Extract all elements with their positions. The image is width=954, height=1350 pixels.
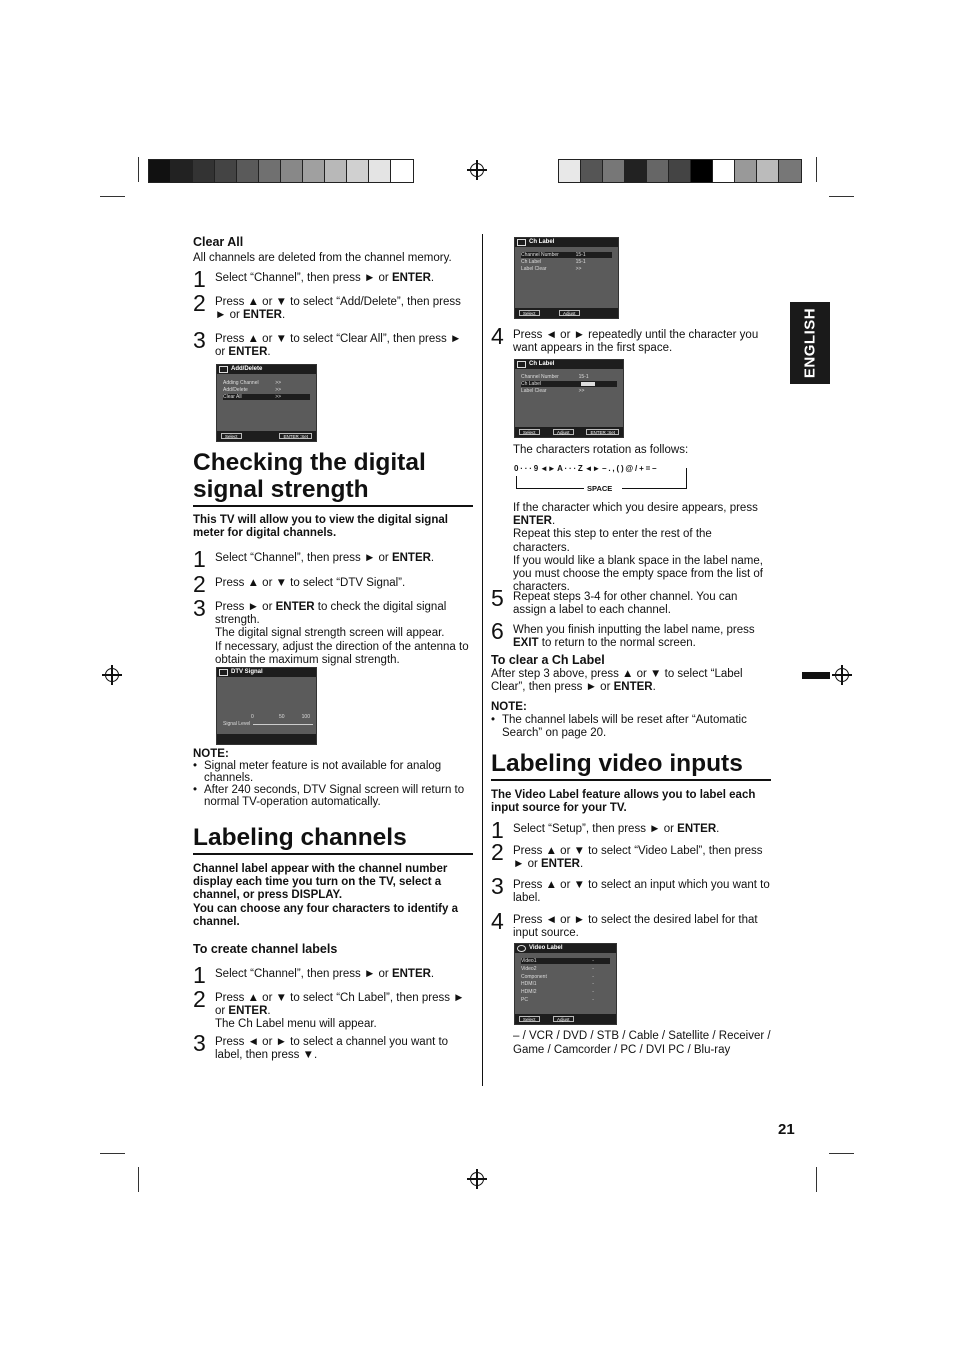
registration-mark-icon [470,1172,484,1186]
rotation-intro: The characters rotation as follows: [513,444,689,456]
clear-all-intro: All channels are deleted from the channel memory. [193,252,452,264]
rotation-diagram [514,462,690,494]
registration-mark-icon [835,668,849,682]
heading-rule [491,779,771,781]
crop-mark [138,157,139,182]
osd-row: Video2 - [521,966,594,972]
signal-lead: This TV will allow you to view the digital signal meter for digital channels. [193,514,448,540]
color-swatch [215,160,237,182]
color-swatch [559,160,581,182]
heading-rule [193,853,473,855]
osd-row-selected: Ch Label [521,381,617,387]
registration-mark-icon [105,668,119,682]
crop-mark [829,196,854,197]
column-divider [482,234,483,1086]
color-swatch [237,160,259,182]
osd-row: Channel Number 15-1 [521,374,589,380]
note-item: • The channel labels will be reset after “Automatic Search” on page 20. [491,714,771,740]
osd-select-button: Select [519,429,540,435]
page-number: 21 [778,1121,795,1138]
color-swatch [347,160,369,182]
note-item: • Signal meter feature is not available for analog channels. [193,760,473,784]
color-swatch [369,160,391,182]
heading-rule [193,505,473,507]
osd-dtv-signal: DTV Signal 0 50 100 Signal Level [216,667,317,745]
menu-icon [219,366,228,373]
osd-row-selected: Video1 - [521,958,610,964]
note-item: • After 240 seconds, DTV Signal screen will return to normal TV-operation automatically. [193,784,473,808]
video-inputs-lead: The Video Label feature allows you to label each input source for your TV. [491,789,756,815]
clear-label-text: After step 3 above, press ▲ or ▼ to select “Label Clear”, then press ► or ENTER. [491,668,743,694]
color-swatch [149,160,171,182]
menu-icon [219,669,228,676]
osd-add-delete: Add/Delete Adding Channel >> Add/Delete >> Clear All >> Select ENTER :Set [216,364,317,442]
osd-adjust-button: Adjust [559,310,580,316]
char-cursor [581,382,595,386]
color-swatch [779,160,801,182]
color-swatch [735,160,757,182]
edge-bar [802,672,830,679]
osd-row: Adding Channel >> [223,380,282,386]
side-tab-label: ENGLISH [801,307,819,379]
osd-select-button: Select [519,310,540,316]
color-swatch [713,160,735,182]
osd-row: PC - [521,997,594,1003]
color-swatch [259,160,281,182]
osd-row: Label Clear >> [521,388,585,394]
color-swatch [669,160,691,182]
signal-heading: Checking the digital signal strength [193,449,426,503]
color-swatch [193,160,215,182]
osd-adjust-button: Adjust [553,429,574,435]
osd-ch-label-1: Ch Label Channel Number 15-1 Ch Label 15-1 Label Clear >> Select Adjust [514,237,619,319]
registration-mark-icon [470,163,484,177]
crop-mark [829,1153,854,1154]
osd-row: Add/Delete >> [223,387,282,393]
clear-label-notes [491,714,771,740]
video-inputs-heading: Labeling video inputs [491,750,743,777]
osd-select-button: Select [519,1016,540,1022]
color-swatch [757,160,779,182]
color-swatch [391,160,413,182]
crop-mark [816,157,817,182]
labeling-channels-heading: Labeling channels [193,824,407,851]
color-swatch [647,160,669,182]
color-swatch [325,160,347,182]
space-label: SPACE [587,484,613,493]
create-labels-subhead: To create channel labels [193,942,338,956]
crop-mark [138,1167,139,1192]
menu-icon [517,361,526,368]
color-swatch [303,160,325,182]
signal-note-title: NOTE: [193,748,229,760]
signal-level-label: Signal Level [223,721,251,727]
osd-row: Component - [521,974,594,980]
clear-label-note-title: NOTE: [491,701,527,713]
color-strip-left [148,159,414,183]
crop-mark [100,1153,125,1154]
side-tab-english [790,302,830,384]
osd-row: HDMI2 - [521,989,594,995]
clear-all-title: Clear All [193,235,244,249]
menu-icon [517,239,526,246]
clear-label-title: To clear a Ch Label [491,653,605,667]
osd-row-selected: Channel Number 15-1 [521,252,612,258]
signal-notes [193,760,473,808]
color-swatch [603,160,625,182]
color-swatch [691,160,713,182]
osd-row: Ch Label 15-1 [521,259,586,265]
osd-row-selected: Clear All >> [223,394,310,400]
crop-mark [100,196,125,197]
osd-enter-button: ENTER :Set [586,429,619,435]
gear-icon [517,945,526,952]
crop-mark [816,1167,817,1192]
osd-video-label: Video Label Video1 - Video2 - Component - HDMI1 - HDMI2 - PC - Select Adjust [514,943,617,1025]
rotation-sequence: 0 · · · 9 ◄► A · · · Z ◄► – . , ( ) @ / + = – [514,464,657,473]
osd-ch-label-2: Ch Label Channel Number 15-1 Ch Label Label Clear >> Select Adjust ENTER :Set [514,359,624,438]
osd-select-button: Select [221,433,242,439]
osd-row: HDMI1 - [521,981,594,987]
color-strip-right [558,159,802,183]
osd-enter-button: ENTER :Set [279,433,312,439]
video-label-options: – / VCR / DVD / STB / Cable / Satellite / Receiver / Game / Camcorder / PC / DVI PC / Blu-ray [513,1030,771,1056]
color-swatch [171,160,193,182]
after-rotation-text: If the character which you desire appears, press ENTER. Repeat this step to enter the rest of the characters. If you would like a blank space in the label name, you must choose the empty space from the list of characters. [513,502,763,594]
labeling-channels-lead1: Channel label appear with the channel number display each time you turn on the TV, select a channel, or press DISPLAY. [193,863,448,902]
color-swatch [581,160,603,182]
signal-meter [253,724,313,725]
labeling-channels-lead2: You can choose any four characters to identify a channel. [193,903,458,929]
color-swatch [281,160,303,182]
osd-adjust-button: Adjust [553,1016,574,1022]
osd-row: Label Clear >> [521,266,582,272]
color-swatch [625,160,647,182]
